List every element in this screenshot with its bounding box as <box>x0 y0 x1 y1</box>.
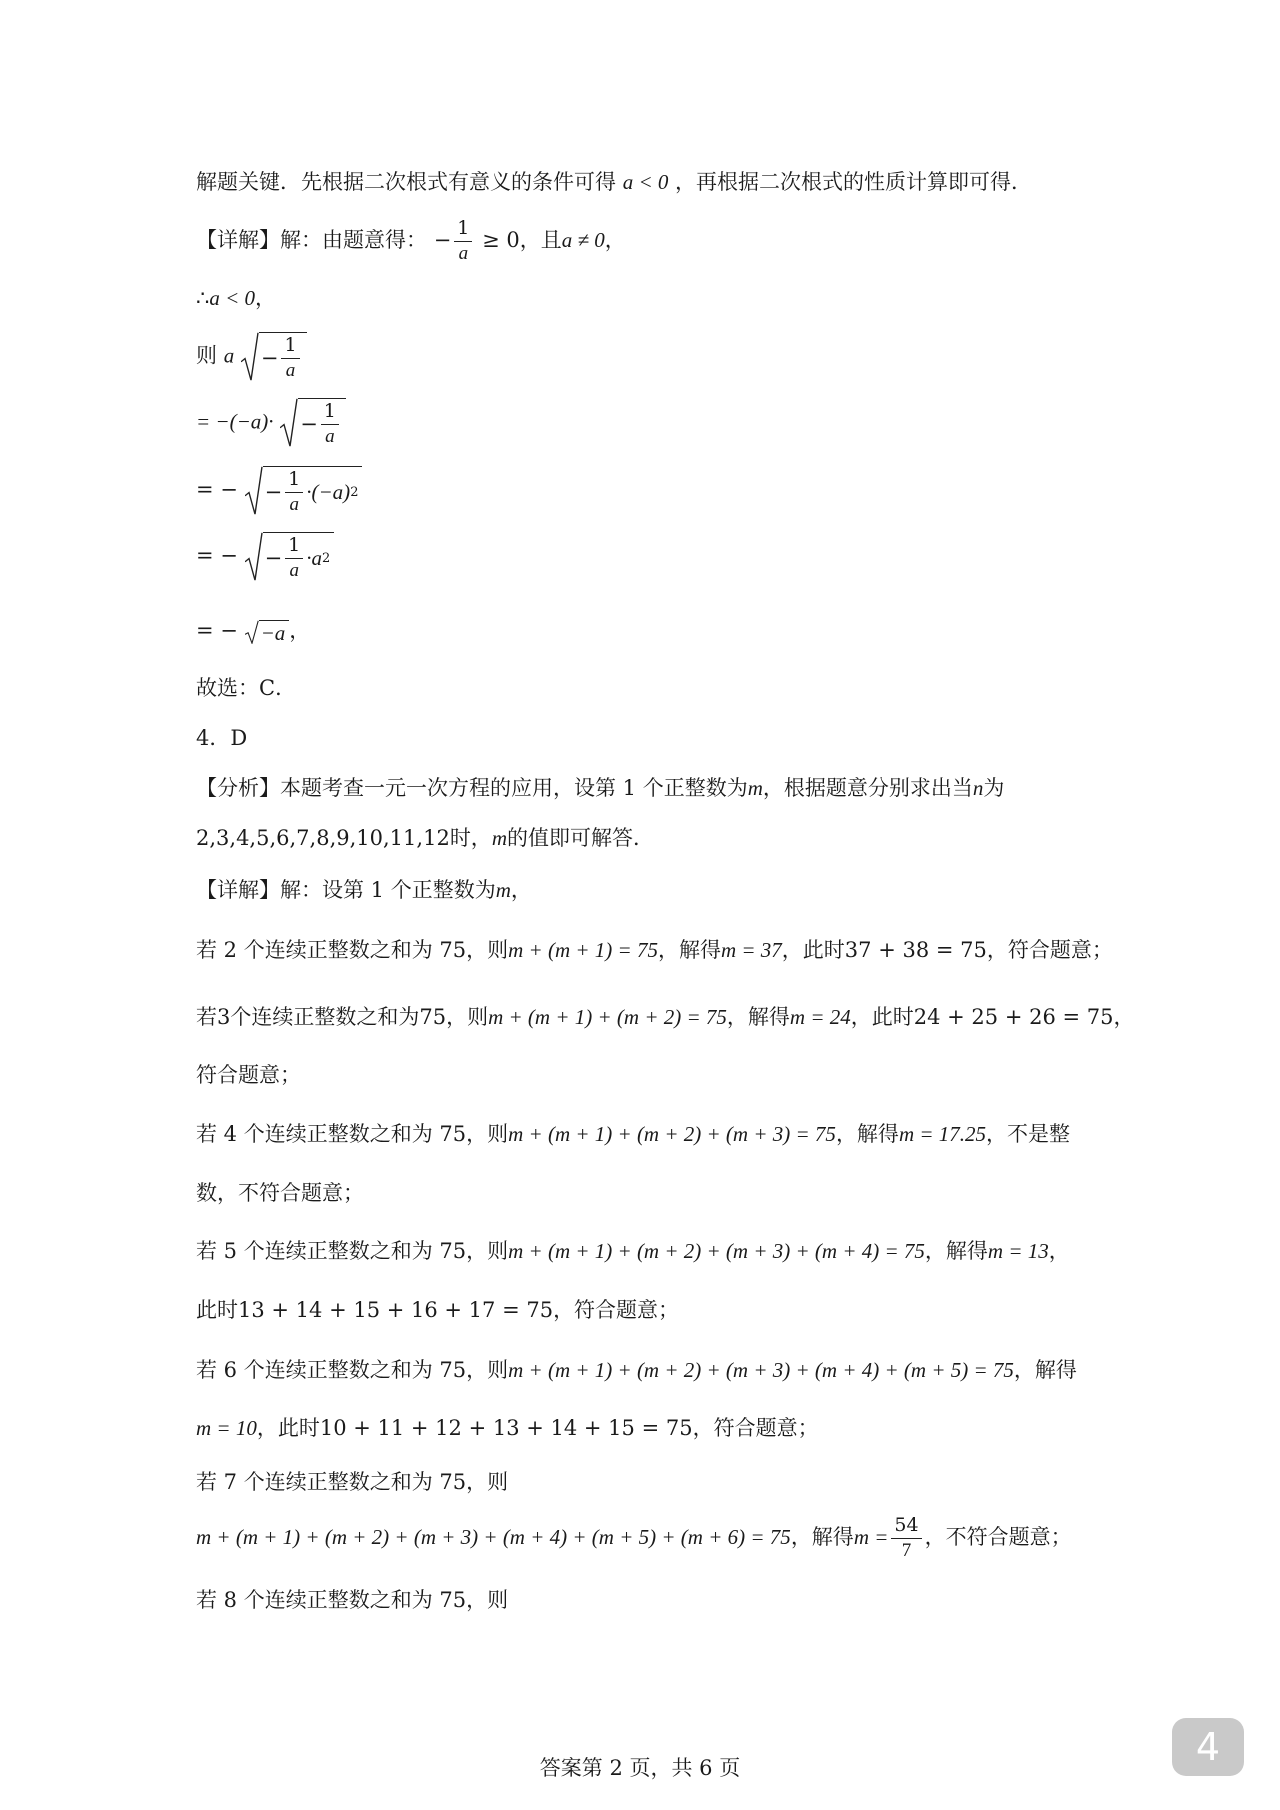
therefore-symbol: ∴ <box>196 286 210 310</box>
answer-line: 故选：C． <box>196 676 297 700</box>
case-line: 数，不符合题意； <box>196 1181 364 1205</box>
fraction: $\frac{1}{a}$ <box>454 218 472 265</box>
math-expr: = − <box>196 477 238 502</box>
analysis-line: 2,3,4,5,6,7,8,9,10,11,12时，m的值即可解答． <box>196 826 654 850</box>
case-line: 若3个连续正整数之和为75，则m + (m + 1) + (m + 2) = 75，解得m = 24，此时24 + 25 + 26 = 75， <box>196 1005 1135 1029</box>
text-line <box>196 172 1032 193</box>
sqrt: − $\frac{1}{a}$ <box>280 398 346 448</box>
text-line <box>196 466 362 516</box>
case-line: 若 5 个连续正整数之和为 75，则m + (m + 1) + (m + 2) + (m + 3) + (m + 4) = 75，解得m = 13， <box>196 1239 1070 1263</box>
text: 则 <box>196 343 217 368</box>
text: ，再根据二次根式的性质计算即可得． <box>675 170 1033 194</box>
text-line <box>196 218 626 265</box>
analysis-line: 【分析】本题考查一元一次方程的应用，设第 1 个正整数为m，根据题意分别求出当n为 <box>196 776 1005 800</box>
case-line: 若 6 个连续正整数之和为 75，则m + (m + 1) + (m + 2) + (m + 3) + (m + 4) + (m + 5) = 75，解得 <box>196 1358 1077 1382</box>
case-line: 符合题意； <box>196 1063 301 1087</box>
math-expr: − <box>433 227 452 252</box>
text: 解题关键．先根据二次根式有意义的条件可得 <box>196 170 616 194</box>
sqrt: − $\frac{1}{a}$ ·a 2 <box>245 532 335 582</box>
text-line: ∴a < 0， <box>196 286 277 310</box>
question-number: 4．D <box>196 726 248 750</box>
text-line <box>196 532 334 582</box>
text-line: 则 a − $\frac{1}{a}$ <box>196 332 307 382</box>
case-line: 若 7 个连续正整数之和为 75，则 <box>196 1470 509 1494</box>
fraction: $\frac{54}{7}$ <box>891 1515 921 1562</box>
detail-line: 【详解】解：设第 1 个正整数为m， <box>196 878 532 902</box>
math-expr: a ≠ 0 <box>561 227 605 252</box>
case-line: 若 8 个连续正整数之和为 75，则 <box>196 1588 509 1612</box>
math-expr: = − <box>196 543 238 568</box>
math-expr: ≥ 0 <box>482 227 520 252</box>
case-line: 此时13 + 14 + 15 + 16 + 17 = 75，符合题意； <box>196 1298 680 1322</box>
math-expr: = −(−a)· <box>196 409 274 434</box>
sqrt: −a <box>245 620 290 644</box>
text-line <box>196 398 346 448</box>
math-expr: a < 0 <box>209 286 256 310</box>
math-expr: = − <box>196 618 238 643</box>
text-line: = − −a ， <box>196 618 311 645</box>
case-line: 若 4 个连续正整数之和为 75，则m + (m + 1) + (m + 2) + (m + 3) = 75，解得m = 17.25，不是整 <box>196 1122 1071 1146</box>
case-line: m + (m + 1) + (m + 2) + (m + 3) + (m + 4) + (m + 5) + (m + 6) = 75，解得m = $\frac{54}{7}$ ，不符合题意； <box>196 1514 1072 1561</box>
sqrt: − $\frac{1}{a}$ <box>241 332 307 382</box>
case-line: m = 10，此时10 + 11 + 12 + 13 + 14 + 15 = 75，符合题意； <box>196 1416 819 1440</box>
page-footer: 答案第 2 页，共 6 页 <box>539 1756 741 1780</box>
case-line: 若 2 个连续正整数之和为 75，则m + (m + 1) = 75，解得m = 37，此时37 + 38 = 75，符合题意； <box>196 938 1113 962</box>
math-expr: a < 0 <box>622 170 669 194</box>
sqrt: − $\frac{1}{a}$ ·(−a) 2 <box>245 466 363 516</box>
text: ，且 <box>519 227 562 252</box>
text: 【详解】解：由题意得： <box>196 227 427 252</box>
page-number-badge[interactable]: 4 <box>1172 1718 1244 1776</box>
text: ， <box>604 227 626 252</box>
